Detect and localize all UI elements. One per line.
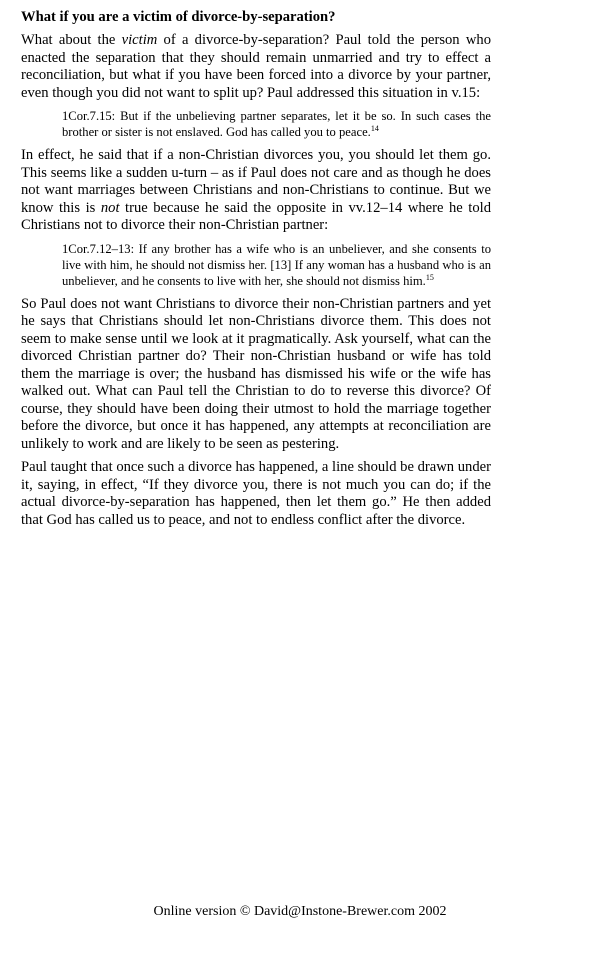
paragraph-1-text-a: What about the <box>21 32 122 48</box>
paragraph-2-text-a: In effect, he said that if a non-Christian divorces you, you should let them go. This seems like a sudden u-turn – as if Paul does not care and as though he does not want marriages between Christians and non-Christians to continue. But we know this is <box>21 147 491 216</box>
section-heading: What if you are a victim of divorce-by-separation? <box>21 9 336 25</box>
quote-1-text: 1Cor.7.15: But if the unbelieving partner separates, let it be so. In such cases the brother or sister is not enslaved. God has called you to peace. <box>62 109 491 139</box>
paragraph-1 <box>21 32 491 102</box>
paragraph-2-emphasis: not <box>100 199 120 216</box>
footnote-ref-14: 14 <box>370 123 379 133</box>
paragraph-3: So Paul does not want Christians to divorce their non-Christian partners and yet he says that Christians should let non-Christians divorce them. This does not seem to make sense until we look at it pragmatically. Ask yourself, what can the divorced Christian partner do? Their non-Christian husband or wife has told them the marriage is over; the husband has dismissed his wife or the wife has walked out. What can Paul tell the Christian to do to reverse this divorce? Of course, they should have been doing their utmost to hold the marriage together before the divorce, but once it has happened, any attempts at reconciliation are unlikely to work and are likely to be seen as pestering. <box>21 295 491 452</box>
document-body <box>21 8 491 535</box>
paragraph-1-emphasis: victim <box>121 32 158 48</box>
footnote-ref-15: 15 <box>425 272 434 282</box>
page-footer: Online version © David@Instone-Brewer.com 2002 <box>153 904 447 919</box>
scripture-quote-1 <box>62 108 491 140</box>
paragraph-4: Paul taught that once such a divorce has happened, a line should be drawn under it, saying, in effect, “If they divorce you, there is not much you can do; if the actual divorce-by-separation has happened, then let them go.” He then added that God has called us to peace, and not to endless conflict after the divorce. <box>21 459 491 528</box>
scripture-quote-2 <box>62 241 491 289</box>
paragraph-1-text-b: of a divorce-by-separation? Paul told the person who enacted the separation that they should remain unmarried and try to effect a reconciliation, but what if you have been forced into a divorce by your partner, even though you did not want to split up? Paul addressed this situation in v.15: <box>21 32 491 101</box>
paragraph-2 <box>21 147 491 235</box>
paragraph-2-text-b: true because he said the opposite in vv.12–14 where he told Christians not to divorce their non-Christian partner: <box>21 199 492 233</box>
quote-2-text: 1Cor.7.12–13: If any brother has a wife who is an unbeliever, and she consents to live with him, he should not dismiss her. [13] If any woman has a husband who is an unbeliever, and he consents to live with her, she should not dismiss him. <box>62 241 491 288</box>
